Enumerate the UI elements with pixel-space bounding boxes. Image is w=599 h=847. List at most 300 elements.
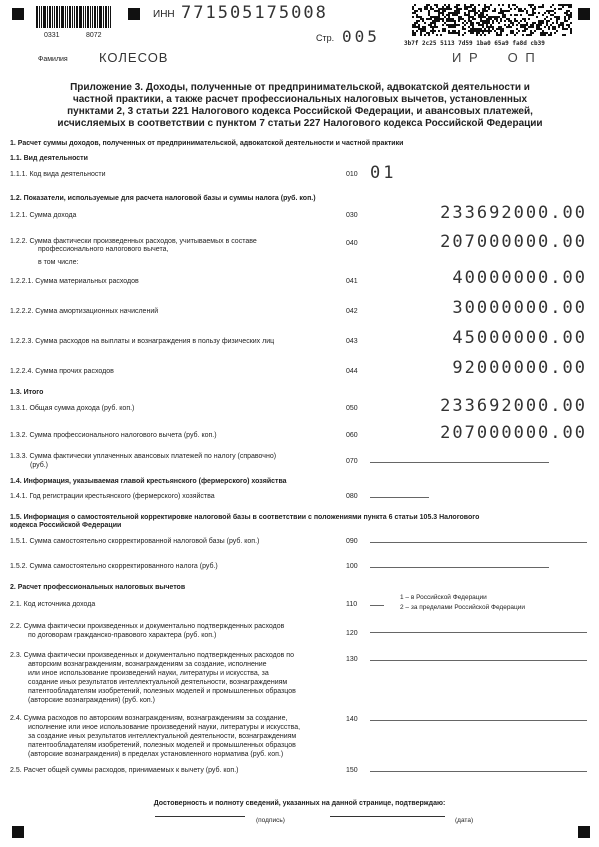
code-cell xyxy=(430,16,432,18)
code-cell xyxy=(462,34,464,36)
code-cell xyxy=(514,8,516,10)
code-cell xyxy=(446,20,448,22)
row-code: 042 xyxy=(346,308,358,315)
code-cell xyxy=(560,24,562,26)
code-cell xyxy=(538,26,540,28)
code-cell xyxy=(522,10,524,12)
code-cell xyxy=(546,22,548,24)
code-cell xyxy=(418,24,420,26)
code-cell xyxy=(502,16,504,18)
code-cell xyxy=(546,20,548,22)
code-cell xyxy=(458,8,460,10)
code-cell xyxy=(554,12,556,14)
material-expenses-value: 40000000.00 xyxy=(452,268,587,288)
row-label-2-4 xyxy=(10,714,300,759)
expenses-value: 207000000.00 xyxy=(440,232,587,252)
code-cell xyxy=(538,22,540,24)
code-cell xyxy=(452,24,454,26)
code-cell xyxy=(422,18,424,20)
barcode-bar xyxy=(79,6,82,28)
code-cell xyxy=(436,4,438,6)
code-cell xyxy=(488,8,490,10)
code-cell xyxy=(554,32,556,34)
code-cell xyxy=(474,30,476,32)
code-cell xyxy=(478,10,480,12)
code-cell xyxy=(524,28,526,30)
code-cell xyxy=(432,22,434,24)
code-cell xyxy=(426,18,428,20)
code-cell xyxy=(480,16,482,18)
code-cell xyxy=(510,26,512,28)
code-cell xyxy=(446,8,448,10)
inn-label: ИНН xyxy=(153,9,175,20)
code-cell xyxy=(430,24,432,26)
code-cell xyxy=(524,26,526,28)
code-cell xyxy=(532,24,534,26)
code-cell xyxy=(444,8,446,10)
code-cell xyxy=(500,10,502,12)
code-cell xyxy=(438,16,440,18)
code-cell xyxy=(426,6,428,8)
code-cell xyxy=(422,30,424,32)
code-cell xyxy=(422,26,424,28)
author-fees-field[interactable] xyxy=(370,660,587,661)
code-cell xyxy=(550,6,552,8)
code-cell xyxy=(536,24,538,26)
code-cell xyxy=(466,14,468,16)
corrected-tax-field[interactable] xyxy=(370,567,549,568)
code-cell xyxy=(522,34,524,36)
code-cell xyxy=(502,28,504,30)
code-cell xyxy=(470,20,472,22)
date-caption: (дата) xyxy=(455,817,474,824)
code-cell xyxy=(496,28,498,30)
advance-payments-field[interactable] xyxy=(370,462,549,463)
code-cell xyxy=(428,24,430,26)
code-cell xyxy=(564,4,566,6)
code-cell xyxy=(524,30,526,32)
code-cell xyxy=(438,8,440,10)
code-cell xyxy=(412,6,414,8)
code-cell xyxy=(570,28,572,30)
code-cell xyxy=(558,26,560,28)
code-cell xyxy=(502,4,504,6)
code-cell xyxy=(530,32,532,34)
code-cell xyxy=(472,24,474,26)
code-cell xyxy=(544,12,546,14)
code-cell xyxy=(544,18,546,20)
code-cell xyxy=(516,14,518,16)
code-cell xyxy=(458,12,460,14)
code-cell xyxy=(570,30,572,32)
code-cell xyxy=(484,16,486,18)
code-cell xyxy=(476,12,478,14)
code-cell xyxy=(484,20,486,22)
row-code: 120 xyxy=(346,630,358,637)
code-cell xyxy=(414,32,416,34)
code-cell xyxy=(442,6,444,8)
barcode-bar xyxy=(103,6,104,28)
row-label: профессионального налогового вычета, xyxy=(38,246,169,253)
code-cell xyxy=(436,16,438,18)
code-cell xyxy=(530,34,532,36)
code-cell xyxy=(500,18,502,20)
code-cell xyxy=(552,4,554,6)
code-cell xyxy=(454,14,456,16)
code-cell xyxy=(476,30,478,32)
row-label: 1.2.2.4. Сумма прочих расходов xyxy=(10,368,114,375)
code-cell xyxy=(564,28,566,30)
code-cell xyxy=(538,24,540,26)
farm-year-field[interactable] xyxy=(370,497,429,498)
code-cell xyxy=(554,8,556,10)
code-cell xyxy=(482,22,484,24)
code-cell xyxy=(542,14,544,16)
barcode-bar xyxy=(54,6,55,28)
code-cell xyxy=(448,18,450,20)
code-cell xyxy=(432,20,434,22)
code-cell xyxy=(562,6,564,8)
code-cell xyxy=(506,26,508,28)
code-cell xyxy=(424,34,426,36)
code-cell xyxy=(420,10,422,12)
row-code: 040 xyxy=(346,240,358,247)
code-cell xyxy=(468,16,470,18)
code-cell xyxy=(548,34,550,36)
title-line: Приложение 3. Доходы, полученные от предпринимательской, адвокатской деятельности и xyxy=(70,82,530,93)
code-cell xyxy=(490,4,492,6)
code-cell xyxy=(554,28,556,30)
row-label-line: за создание иных результатов интеллектуальной деятельности, вознаграждениям xyxy=(28,733,297,740)
code-cell xyxy=(540,6,542,8)
code-cell xyxy=(552,22,554,24)
author-fees-norm-field[interactable] xyxy=(370,720,587,721)
code-cell xyxy=(552,26,554,28)
code-cell xyxy=(456,8,458,10)
code-cell xyxy=(450,24,452,26)
code-cell xyxy=(488,30,490,32)
code-cell xyxy=(556,22,558,24)
code-cell xyxy=(542,32,544,34)
code-cell xyxy=(502,12,504,14)
code-cell xyxy=(480,24,482,26)
code-cell xyxy=(542,4,544,6)
code-cell xyxy=(416,30,418,32)
row-label: 1.2.2.2. Сумма амортизационных начислений xyxy=(10,308,159,315)
code-cell xyxy=(452,12,454,14)
code-cell xyxy=(416,14,418,16)
code-cell xyxy=(468,26,470,28)
code-cell xyxy=(548,10,550,12)
code-cell xyxy=(558,8,560,10)
code-cell xyxy=(476,32,478,34)
code-cell xyxy=(430,18,432,20)
code-cell xyxy=(554,26,556,28)
code-cell xyxy=(464,8,466,10)
code-cell xyxy=(552,28,554,30)
row-label: в том числе: xyxy=(38,259,79,266)
code-cell xyxy=(456,32,458,34)
code-cell xyxy=(470,28,472,30)
code-cell xyxy=(434,30,436,32)
code-cell xyxy=(568,24,570,26)
code-cell xyxy=(512,22,514,24)
code-cell xyxy=(452,26,454,28)
row-code: 070 xyxy=(346,458,358,465)
code-cell xyxy=(470,16,472,18)
code-cell xyxy=(442,18,444,20)
code-cell xyxy=(418,16,420,18)
code-cell xyxy=(504,16,506,18)
code-cell xyxy=(556,18,558,20)
row-code: 044 xyxy=(346,368,358,375)
code-cell xyxy=(530,30,532,32)
row-code: 041 xyxy=(346,278,358,285)
code-cell xyxy=(562,24,564,26)
code-cell xyxy=(510,22,512,24)
code-cell xyxy=(436,18,438,20)
row-label-2-3 xyxy=(10,651,296,705)
code-cell xyxy=(448,6,450,8)
code-cell xyxy=(500,34,502,36)
code-cell xyxy=(516,6,518,8)
code-cell xyxy=(446,14,448,16)
code-cell xyxy=(446,6,448,8)
code-cell xyxy=(568,14,570,16)
code-cell xyxy=(424,30,426,32)
date-line[interactable] xyxy=(330,816,445,817)
code-cell xyxy=(468,10,470,12)
code-cell xyxy=(556,16,558,18)
code-cell xyxy=(502,10,504,12)
barcode-bar xyxy=(69,6,71,28)
code-cell xyxy=(418,26,420,28)
code-cell xyxy=(448,24,450,26)
total-expenses-field[interactable] xyxy=(370,771,587,772)
code-cell xyxy=(476,28,478,30)
code-cell xyxy=(432,8,434,10)
code-cell xyxy=(566,4,568,6)
deduction-value: 207000000.00 xyxy=(440,423,587,443)
code-cell xyxy=(488,26,490,28)
code-cell xyxy=(496,32,498,34)
barcode-bar xyxy=(52,6,53,28)
code-cell xyxy=(500,30,502,32)
code-cell xyxy=(512,4,514,6)
code-cell xyxy=(514,4,516,6)
code-cell xyxy=(484,28,486,30)
source-hint-2: 2 – за пределами Российской Федерации xyxy=(400,604,526,611)
code-cell xyxy=(484,30,486,32)
corner-marker xyxy=(12,826,24,838)
section-1-5-title: 1.5. Информация о самостоятельной корректировке налоговой базы в соответствии с положениями пункта 6 статьи 105.3 Налогового xyxy=(10,514,480,521)
code-cell xyxy=(450,18,452,20)
code-cell xyxy=(448,14,450,16)
row-label: 2.5. Расчет общей суммы расходов, принимаемых к вычету (руб. коп.) xyxy=(10,767,239,774)
row-label-line: создание иных результатов интеллектуальной деятельности, вознаграждениям xyxy=(28,679,288,686)
code-cell xyxy=(480,18,482,20)
code-cell xyxy=(430,26,432,28)
code-cell xyxy=(518,30,520,32)
civil-contract-expenses-field[interactable] xyxy=(370,632,587,633)
code-cell xyxy=(534,22,536,24)
page-label: Стр. xyxy=(316,33,335,43)
code-cell xyxy=(566,10,568,12)
code-cell xyxy=(456,12,458,14)
barcode-digits-1: 0331 xyxy=(44,32,60,39)
code-cell xyxy=(452,14,454,16)
code-cell xyxy=(478,24,480,26)
code-cell xyxy=(412,34,414,36)
code-cell xyxy=(438,18,440,20)
code-cell xyxy=(480,34,482,36)
code-cell xyxy=(412,24,414,26)
code-cell xyxy=(434,20,436,22)
row-label-line: или иное использование произведений науки, литературы и искусства, за xyxy=(28,670,269,677)
barcode-bar xyxy=(90,6,91,28)
total-income-value: 233692000.00 xyxy=(440,396,587,416)
other-expenses-value: 92000000.00 xyxy=(452,358,587,378)
code-cell xyxy=(458,10,460,12)
code-cell xyxy=(424,28,426,30)
income-source-field[interactable] xyxy=(370,605,384,606)
code-cell xyxy=(436,6,438,8)
section-1-title: 1. Расчет суммы доходов, полученных от предпринимательской, адвокатской деятельности и частной практики xyxy=(10,140,404,147)
code-cell xyxy=(444,22,446,24)
code-cell xyxy=(462,22,464,24)
code-cell xyxy=(448,12,450,14)
code-cell xyxy=(416,10,418,12)
code-cell xyxy=(546,10,548,12)
code-cell xyxy=(520,8,522,10)
code-cell xyxy=(418,20,420,22)
corrected-base-field[interactable] xyxy=(370,542,587,543)
code-cell xyxy=(414,26,416,28)
code-cell xyxy=(532,14,534,16)
code-cell xyxy=(412,30,414,32)
section-2-title: 2. Расчет профессиональных налоговых вычетов xyxy=(10,584,186,591)
code-cell xyxy=(452,32,454,34)
barcode-bar xyxy=(43,6,46,28)
code-cell xyxy=(508,26,510,28)
code-cell xyxy=(510,32,512,34)
row-label-line: 2.4. Сумма расходов по авторским вознаграждениям, вознаграждениям за создание, xyxy=(10,715,288,722)
code-cell xyxy=(448,8,450,10)
code-cell xyxy=(494,30,496,32)
code-cell xyxy=(540,32,542,34)
code-cell xyxy=(568,10,570,12)
row-code: 150 xyxy=(346,767,358,774)
code-cell xyxy=(422,20,424,22)
code-cell xyxy=(494,18,496,20)
barcode-bar xyxy=(85,6,86,28)
code-cell xyxy=(558,24,560,26)
code-cell xyxy=(494,16,496,18)
code-cell xyxy=(524,20,526,22)
code-cell xyxy=(532,8,534,10)
code-cell xyxy=(540,34,542,36)
code-cell xyxy=(528,26,530,28)
code-cell xyxy=(530,4,532,6)
code-cell xyxy=(570,22,572,24)
row-label: 1.1.1. Код вида деятельности xyxy=(10,171,106,178)
code-cell xyxy=(454,24,456,26)
code-cell xyxy=(570,6,572,8)
barcode-bar xyxy=(76,6,78,28)
code-cell xyxy=(430,8,432,10)
code-cell xyxy=(534,8,536,10)
code-cell xyxy=(442,8,444,10)
code-cell xyxy=(448,4,450,6)
code-cell xyxy=(504,20,506,22)
code-cell xyxy=(456,10,458,12)
row-label: 1.2.2.1. Сумма материальных расходов xyxy=(10,278,139,285)
code-cell xyxy=(426,4,428,6)
code-cell xyxy=(414,24,416,26)
code-cell xyxy=(458,34,460,36)
code-cell xyxy=(422,28,424,30)
code-cell xyxy=(466,22,468,24)
code-cell xyxy=(496,18,498,20)
code-cell xyxy=(564,12,566,14)
barcode-bar xyxy=(72,6,73,28)
code-cell xyxy=(478,22,480,24)
code-cell xyxy=(448,20,450,22)
code-cell xyxy=(420,32,422,34)
code-cell xyxy=(522,18,524,20)
code-cell xyxy=(510,14,512,16)
code-cell xyxy=(550,24,552,26)
barcode-bar xyxy=(105,6,107,28)
code-cell xyxy=(508,20,510,22)
row-label: 1.3.2. Сумма профессионального налогового вычета (руб. коп.) xyxy=(10,432,217,439)
code-cell xyxy=(548,28,550,30)
row-code: 060 xyxy=(346,432,358,439)
row-label-line: 2.3. Сумма фактически произведенных и документально подтвержденных расходов по xyxy=(10,652,294,659)
code-cell xyxy=(488,18,490,20)
certify-text: Достоверность и полноту сведений, указанных на данной странице, подтверждаю: xyxy=(153,800,446,807)
code-cell xyxy=(490,16,492,18)
code-cell xyxy=(512,24,514,26)
section-1-3-title: 1.3. Итого xyxy=(10,389,44,396)
code-cell xyxy=(478,32,480,34)
signature-line[interactable] xyxy=(155,816,245,817)
code-cell xyxy=(458,30,460,32)
code-cell xyxy=(446,24,448,26)
code-cell xyxy=(520,26,522,28)
row-label-line: по договорам гражданско-правового характера (руб. коп.) xyxy=(28,632,217,639)
code-cell xyxy=(510,30,512,32)
code-cell xyxy=(526,24,528,26)
code-cell xyxy=(534,6,536,8)
code-cell xyxy=(442,14,444,16)
row-code: 130 xyxy=(346,656,358,663)
code-cell xyxy=(450,8,452,10)
code-cell xyxy=(436,20,438,22)
code-cell xyxy=(522,30,524,32)
code-cell xyxy=(546,32,548,34)
code-cell xyxy=(544,34,546,36)
barcode-bar xyxy=(61,6,64,28)
code-cell xyxy=(488,32,490,34)
code-cell xyxy=(448,32,450,34)
code-cell xyxy=(526,34,528,36)
code-cell xyxy=(550,32,552,34)
code-cell xyxy=(500,32,502,34)
barcode-bar xyxy=(74,6,75,28)
code-cell xyxy=(484,10,486,12)
code-cell xyxy=(488,28,490,30)
